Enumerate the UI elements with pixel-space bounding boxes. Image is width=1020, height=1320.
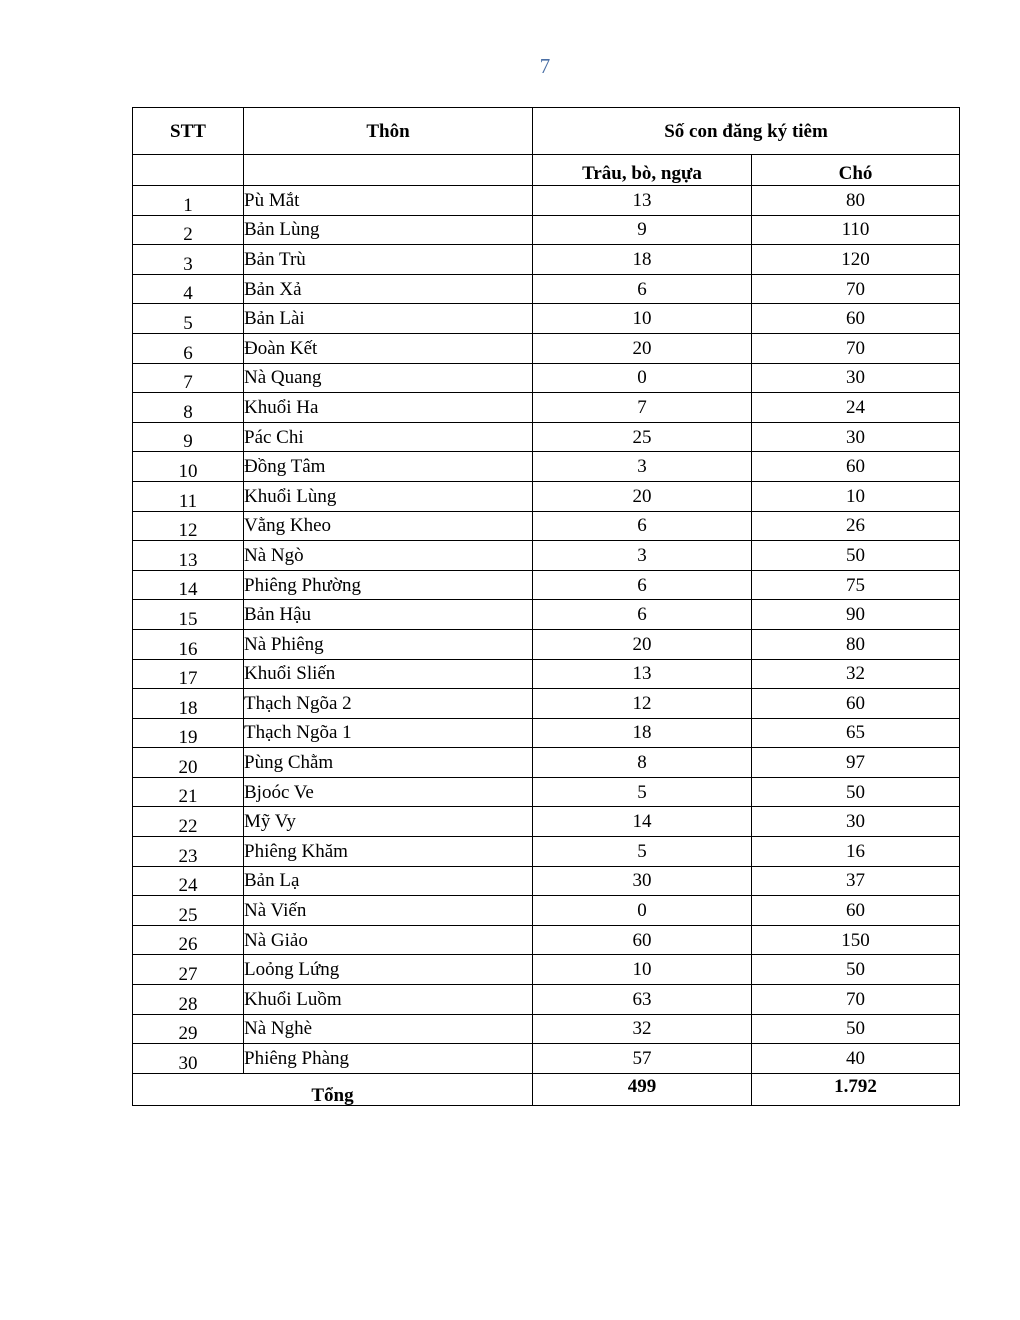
cell-stt: 10 bbox=[133, 452, 244, 482]
cell-thon: Bjoóc Ve bbox=[244, 777, 533, 807]
table-row bbox=[133, 629, 960, 659]
cell-stt: 2 bbox=[133, 215, 244, 245]
cell-thon: Nà Nghè bbox=[244, 1014, 533, 1044]
subheader-row bbox=[133, 155, 960, 186]
cell-thon: Thạch Ngõa 2 bbox=[244, 689, 533, 719]
cell-trau: 10 bbox=[533, 955, 752, 985]
total-label: Tổng bbox=[133, 1073, 533, 1105]
cell-trau: 12 bbox=[533, 689, 752, 719]
cell-trau: 5 bbox=[533, 837, 752, 867]
cell-trau: 20 bbox=[533, 481, 752, 511]
table-row bbox=[133, 777, 960, 807]
cell-thon: Pùng Chằm bbox=[244, 748, 533, 778]
cell-cho: 80 bbox=[752, 186, 960, 216]
cell-cho: 150 bbox=[752, 925, 960, 955]
cell-thon: Nà Quang bbox=[244, 363, 533, 393]
cell-thon: Phiêng Khăm bbox=[244, 837, 533, 867]
cell-stt: 11 bbox=[133, 481, 244, 511]
cell-trau: 60 bbox=[533, 925, 752, 955]
cell-cho: 70 bbox=[752, 274, 960, 304]
cell-cho: 60 bbox=[752, 689, 960, 719]
table-row bbox=[133, 215, 960, 245]
cell-trau: 8 bbox=[533, 748, 752, 778]
cell-stt: 4 bbox=[133, 274, 244, 304]
table-row bbox=[133, 807, 960, 837]
cell-trau: 13 bbox=[533, 186, 752, 216]
cell-stt: 8 bbox=[133, 393, 244, 423]
cell-cho: 30 bbox=[752, 363, 960, 393]
table-row bbox=[133, 1014, 960, 1044]
cell-thon: Khuổi Luồm bbox=[244, 985, 533, 1015]
cell-thon: Pù Mắt bbox=[244, 186, 533, 216]
cell-stt: 3 bbox=[133, 245, 244, 275]
cell-cho: 10 bbox=[752, 481, 960, 511]
cell-thon: Nà Giảo bbox=[244, 925, 533, 955]
table-row bbox=[133, 837, 960, 867]
cell-cho: 40 bbox=[752, 1044, 960, 1074]
cell-thon: Vằng Kheo bbox=[244, 511, 533, 541]
cell-stt: 24 bbox=[133, 866, 244, 896]
cell-cho: 50 bbox=[752, 955, 960, 985]
table-row bbox=[133, 748, 960, 778]
cell-cho: 110 bbox=[752, 215, 960, 245]
cell-cho: 70 bbox=[752, 985, 960, 1015]
cell-cho: 70 bbox=[752, 333, 960, 363]
cell-stt: 7 bbox=[133, 363, 244, 393]
header-stt: STT bbox=[133, 108, 244, 155]
cell-cho: 50 bbox=[752, 1014, 960, 1044]
table-row bbox=[133, 511, 960, 541]
cell-thon: Pác Chi bbox=[244, 422, 533, 452]
cell-stt: 30 bbox=[133, 1044, 244, 1074]
cell-trau: 18 bbox=[533, 245, 752, 275]
cell-stt: 27 bbox=[133, 955, 244, 985]
cell-thon: Nà Phiêng bbox=[244, 629, 533, 659]
cell-cho: 60 bbox=[752, 896, 960, 926]
cell-stt: 6 bbox=[133, 333, 244, 363]
cell-stt: 17 bbox=[133, 659, 244, 689]
cell-trau: 0 bbox=[533, 896, 752, 926]
cell-stt: 28 bbox=[133, 985, 244, 1015]
table-row bbox=[133, 689, 960, 719]
cell-thon: Khuổi Ha bbox=[244, 393, 533, 423]
table-row bbox=[133, 481, 960, 511]
table-row bbox=[133, 985, 960, 1015]
cell-cho: 97 bbox=[752, 748, 960, 778]
cell-cho: 50 bbox=[752, 541, 960, 571]
table-row bbox=[133, 274, 960, 304]
header-group-registered: Số con đăng ký tiêm bbox=[533, 108, 960, 155]
cell-thon: Khuổi Sliến bbox=[244, 659, 533, 689]
table-row bbox=[133, 955, 960, 985]
cell-cho: 60 bbox=[752, 304, 960, 334]
cell-cho: 16 bbox=[752, 837, 960, 867]
cell-stt: 20 bbox=[133, 748, 244, 778]
cell-trau: 3 bbox=[533, 452, 752, 482]
cell-stt: 15 bbox=[133, 600, 244, 630]
table-row bbox=[133, 452, 960, 482]
cell-trau: 20 bbox=[533, 333, 752, 363]
table-row bbox=[133, 304, 960, 334]
cell-trau: 13 bbox=[533, 659, 752, 689]
cell-stt: 13 bbox=[133, 541, 244, 571]
cell-stt: 25 bbox=[133, 896, 244, 926]
cell-stt: 5 bbox=[133, 304, 244, 334]
total-row bbox=[133, 1073, 960, 1105]
cell-stt: 22 bbox=[133, 807, 244, 837]
page-number: 7 bbox=[539, 54, 551, 78]
table-body bbox=[133, 186, 960, 1074]
cell-cho: 65 bbox=[752, 718, 960, 748]
cell-trau: 63 bbox=[533, 985, 752, 1015]
cell-stt: 14 bbox=[133, 570, 244, 600]
table-row bbox=[133, 570, 960, 600]
cell-stt: 23 bbox=[133, 837, 244, 867]
table-row bbox=[133, 866, 960, 896]
subheader-blank-thon bbox=[244, 155, 533, 186]
cell-stt: 1 bbox=[133, 186, 244, 216]
cell-thon: Bản Lạ bbox=[244, 866, 533, 896]
table-row bbox=[133, 422, 960, 452]
cell-trau: 6 bbox=[533, 600, 752, 630]
cell-stt: 21 bbox=[133, 777, 244, 807]
subheader-blank-stt bbox=[133, 155, 244, 186]
cell-thon: Đoàn Kết bbox=[244, 333, 533, 363]
cell-thon: Bản Lài bbox=[244, 304, 533, 334]
cell-cho: 60 bbox=[752, 452, 960, 482]
table-row bbox=[133, 925, 960, 955]
cell-thon: Bản Xả bbox=[244, 274, 533, 304]
cell-thon: Nà Ngò bbox=[244, 541, 533, 571]
table-row bbox=[133, 245, 960, 275]
total-trau: 499 bbox=[533, 1073, 752, 1105]
cell-trau: 30 bbox=[533, 866, 752, 896]
header-cho: Chó bbox=[752, 155, 960, 186]
table-row bbox=[133, 393, 960, 423]
cell-cho: 80 bbox=[752, 629, 960, 659]
cell-thon: Loỏng Lứng bbox=[244, 955, 533, 985]
header-thon: Thôn bbox=[244, 108, 533, 155]
cell-stt: 12 bbox=[133, 511, 244, 541]
cell-thon: Phiêng Phường bbox=[244, 570, 533, 600]
cell-cho: 50 bbox=[752, 777, 960, 807]
cell-thon: Đồng Tâm bbox=[244, 452, 533, 482]
table-row bbox=[133, 363, 960, 393]
table-row bbox=[133, 718, 960, 748]
cell-cho: 90 bbox=[752, 600, 960, 630]
cell-trau: 18 bbox=[533, 718, 752, 748]
cell-thon: Phiêng Phàng bbox=[244, 1044, 533, 1074]
cell-thon: Khuổi Lùng bbox=[244, 481, 533, 511]
vaccination-registration-table bbox=[132, 107, 960, 1106]
cell-trau: 7 bbox=[533, 393, 752, 423]
table-row bbox=[133, 600, 960, 630]
cell-trau: 5 bbox=[533, 777, 752, 807]
header-trau-bo-ngua: Trâu, bò, ngựa bbox=[533, 155, 752, 186]
table-row bbox=[133, 896, 960, 926]
cell-thon: Bản Lùng bbox=[244, 215, 533, 245]
cell-stt: 16 bbox=[133, 629, 244, 659]
cell-trau: 10 bbox=[533, 304, 752, 334]
cell-cho: 30 bbox=[752, 807, 960, 837]
cell-trau: 20 bbox=[533, 629, 752, 659]
table-row bbox=[133, 541, 960, 571]
cell-cho: 32 bbox=[752, 659, 960, 689]
cell-trau: 25 bbox=[533, 422, 752, 452]
cell-cho: 37 bbox=[752, 866, 960, 896]
table-row bbox=[133, 186, 960, 216]
cell-thon: Bản Trù bbox=[244, 245, 533, 275]
cell-cho: 26 bbox=[752, 511, 960, 541]
cell-stt: 29 bbox=[133, 1014, 244, 1044]
header-row bbox=[133, 108, 960, 155]
cell-stt: 18 bbox=[133, 689, 244, 719]
cell-trau: 57 bbox=[533, 1044, 752, 1074]
cell-trau: 6 bbox=[533, 274, 752, 304]
cell-cho: 24 bbox=[752, 393, 960, 423]
cell-trau: 9 bbox=[533, 215, 752, 245]
cell-trau: 6 bbox=[533, 570, 752, 600]
cell-stt: 9 bbox=[133, 422, 244, 452]
table-row bbox=[133, 1044, 960, 1074]
cell-thon: Mỹ Vy bbox=[244, 807, 533, 837]
cell-thon: Thạch Ngõa 1 bbox=[244, 718, 533, 748]
cell-trau: 0 bbox=[533, 363, 752, 393]
cell-cho: 30 bbox=[752, 422, 960, 452]
cell-cho: 75 bbox=[752, 570, 960, 600]
table-row bbox=[133, 659, 960, 689]
cell-trau: 3 bbox=[533, 541, 752, 571]
total-cho: 1.792 bbox=[752, 1073, 960, 1105]
cell-stt: 19 bbox=[133, 718, 244, 748]
cell-trau: 6 bbox=[533, 511, 752, 541]
cell-cho: 120 bbox=[752, 245, 960, 275]
cell-trau: 14 bbox=[533, 807, 752, 837]
cell-stt: 26 bbox=[133, 925, 244, 955]
cell-trau: 32 bbox=[533, 1014, 752, 1044]
cell-thon: Bản Hậu bbox=[244, 600, 533, 630]
cell-thon: Nà Viến bbox=[244, 896, 533, 926]
table-row bbox=[133, 333, 960, 363]
